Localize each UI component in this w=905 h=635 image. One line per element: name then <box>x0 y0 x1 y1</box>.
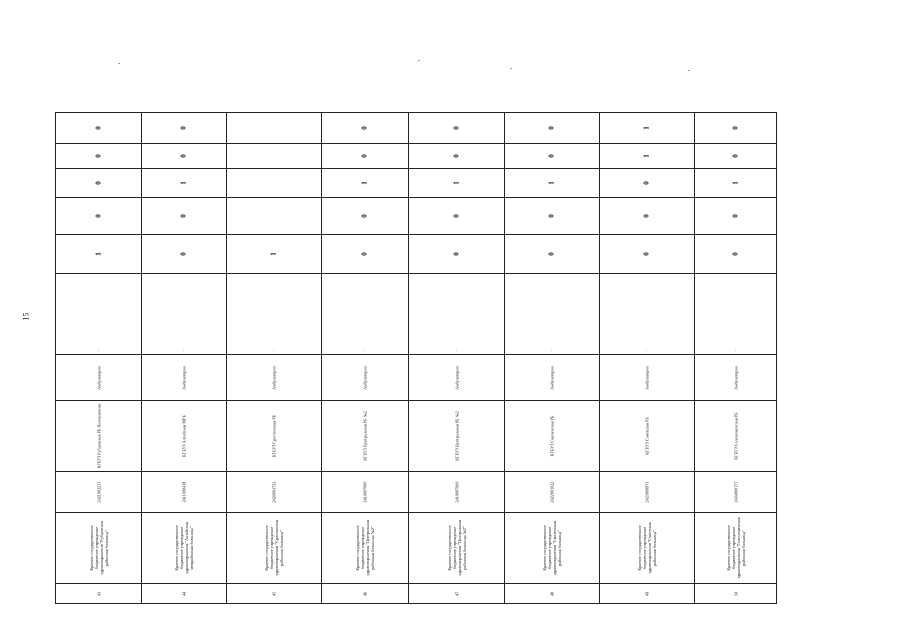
care-form-cell <box>322 355 409 401</box>
value-cell-3 <box>505 169 600 198</box>
value-cell-5 <box>227 113 322 144</box>
value-cell-1 <box>695 235 777 274</box>
care-form-cell-text: Амбулаторно <box>96 365 101 390</box>
row-number-cell-text: 48 <box>549 591 555 596</box>
value-cell-2-text: 0 <box>547 214 556 218</box>
row-number-cell <box>695 584 777 604</box>
purpose-cell-text: … <box>453 348 458 352</box>
row-number-cell <box>600 584 695 604</box>
table-row <box>56 169 777 198</box>
care-form-cell-text: Амбулаторно <box>271 365 277 390</box>
value-cell-2-text: 0 <box>179 214 188 218</box>
value-cell-3-text: 1 <box>179 181 188 185</box>
value-cell-1 <box>227 235 322 274</box>
organization-cell-text: Краевое государственное бюджетное учреждение здравоохранения "Рубцовская районная больница" <box>88 521 109 575</box>
value-cell-5-text: 0 <box>94 126 102 130</box>
value-cell-2 <box>409 198 505 235</box>
value-cell-5 <box>600 113 695 144</box>
value-cell-5 <box>142 113 227 144</box>
table-row <box>56 198 777 235</box>
table-row <box>56 113 777 144</box>
scan-speck <box>418 60 420 61</box>
value-cell-4 <box>56 144 142 169</box>
unit-name-cell <box>600 401 695 472</box>
table-row <box>56 584 777 604</box>
value-cell-1-text: 1 <box>94 252 102 256</box>
value-cell-5-text: 0 <box>360 126 369 130</box>
care-form-cell-text: Амбулаторно <box>644 365 650 390</box>
value-cell-5-text: 1 <box>642 126 651 130</box>
unit-name-cell-text: КГБУЗ Сростинская РБ <box>271 414 277 458</box>
value-cell-5-text: 0 <box>731 126 739 130</box>
value-cell-5-text: 0 <box>179 126 188 130</box>
value-cell-1 <box>505 235 600 274</box>
care-form-cell <box>600 355 695 401</box>
value-cell-3-text: 0 <box>642 181 651 185</box>
value-cell-2 <box>56 198 142 235</box>
row-number-cell-text: 44 <box>181 591 187 596</box>
row-number-cell <box>142 584 227 604</box>
unit-name-cell-text: КГБУЗ Центральная РБ №2 <box>362 411 368 461</box>
row-number-cell-text: 47 <box>454 591 459 596</box>
value-cell-3-text: 0 <box>94 181 102 185</box>
purpose-cell-text: … <box>732 348 737 352</box>
table-row <box>56 401 777 472</box>
value-cell-4-text: 1 <box>642 154 651 158</box>
value-cell-3-text: 1 <box>731 181 739 185</box>
value-cell-1 <box>142 235 227 274</box>
unit-name-cell-text: КГБУЗ Советская РБ <box>644 417 650 455</box>
organization-cell-text: Краевое государственное бюджетное учреждение здравоохранения "Центральная районная больница №2" <box>446 519 467 577</box>
value-cell-4-text: 0 <box>547 154 556 158</box>
value-cell-1-text: 1 <box>269 252 278 256</box>
scan-speck <box>510 68 512 69</box>
purpose-cell-text: … <box>181 348 186 352</box>
unit-name-cell <box>409 401 505 472</box>
table-row <box>56 355 777 401</box>
value-cell-1-text: 0 <box>360 252 369 256</box>
value-cell-5-text: 0 <box>452 126 460 130</box>
value-cell-5 <box>56 113 142 144</box>
table-row <box>56 513 777 584</box>
inn-cell-text: 2420001723 <box>271 481 277 503</box>
value-cell-3 <box>227 169 322 198</box>
table-row <box>56 274 777 355</box>
organization-cell-text: Краевое государственное бюджетное учреждение здравоохранения "Центральная районная больница №2" <box>355 519 375 577</box>
inn-cell <box>409 472 505 513</box>
row-number-cell-text: 49 <box>644 591 650 596</box>
value-cell-2 <box>142 198 227 235</box>
table-row <box>56 472 777 513</box>
unit-name-cell <box>322 401 409 472</box>
purpose-cell <box>409 274 505 355</box>
value-cell-5 <box>505 113 600 144</box>
value-cell-1-text: 0 <box>547 252 556 256</box>
purpose-cell <box>227 274 322 355</box>
unit-name-cell <box>227 401 322 472</box>
row-number-cell <box>56 584 142 604</box>
inn-cell-text: 2410007900 <box>362 481 368 503</box>
value-cell-3 <box>695 169 777 198</box>
purpose-cell-text: … <box>644 348 649 352</box>
table-row <box>56 235 777 274</box>
care-form-cell <box>695 355 777 401</box>
unit-name-cell-text: КГБУЗ Смоленская РБ <box>549 415 555 457</box>
unit-name-cell <box>56 401 142 472</box>
value-cell-2-text: 0 <box>731 214 739 218</box>
value-cell-1-text: 0 <box>731 252 739 256</box>
organization-cell <box>142 513 227 584</box>
value-cell-3 <box>142 169 227 198</box>
value-cell-4-text: 0 <box>731 154 739 158</box>
care-form-cell-text: Амбулаторно <box>549 365 555 390</box>
inn-cell-text: 2411000418 <box>181 481 187 503</box>
value-cell-5-text: 0 <box>547 126 556 130</box>
document-table <box>55 112 777 604</box>
value-cell-4-text: 0 <box>360 154 369 158</box>
value-cell-3 <box>409 169 505 198</box>
value-cell-1-text: 0 <box>179 252 188 256</box>
inn-cell-text: 2423000971 <box>644 481 650 503</box>
value-cell-3 <box>322 169 409 198</box>
value-cell-3 <box>56 169 142 198</box>
purpose-cell <box>600 274 695 355</box>
value-cell-2-text: 0 <box>642 214 651 218</box>
row-number-cell-text: 46 <box>362 591 368 596</box>
value-cell-4-text: 0 <box>452 154 460 158</box>
care-form-cell-text: Амбулаторно <box>362 365 368 390</box>
unit-name-cell <box>505 401 600 472</box>
purpose-cell-text: … <box>95 348 100 352</box>
organization-cell-text: Краевое государственное бюджетное учреждение здравоохранения "Смоленская районная больница" <box>542 520 562 576</box>
organization-cell <box>227 513 322 584</box>
scan-speck <box>688 70 690 71</box>
purpose-cell <box>142 274 227 355</box>
page-number: 15 <box>21 312 31 321</box>
care-form-cell <box>142 355 227 401</box>
purpose-cell-text: … <box>549 348 554 352</box>
inn-cell <box>600 472 695 513</box>
inn-cell <box>505 472 600 513</box>
value-cell-2 <box>505 198 600 235</box>
value-cell-4 <box>142 144 227 169</box>
inn-cell <box>227 472 322 513</box>
care-form-cell-text: Амбулаторно <box>454 365 459 390</box>
care-form-cell-text: Амбулаторно <box>733 365 738 390</box>
value-cell-2-text: 0 <box>94 214 102 218</box>
value-cell-1 <box>600 235 695 274</box>
value-cell-2 <box>227 198 322 235</box>
organization-cell-text: Краевое государственное бюджетное учреждение здравоохранения "Алтайская межрайонная больница" <box>174 522 194 574</box>
value-cell-4 <box>695 144 777 169</box>
purpose-cell-text: … <box>271 348 276 352</box>
value-cell-1 <box>56 235 142 274</box>
purpose-cell <box>322 274 409 355</box>
value-cell-2 <box>695 198 777 235</box>
unit-name-cell <box>142 401 227 472</box>
value-cell-1-text: 0 <box>452 252 460 256</box>
purpose-cell-text: … <box>362 348 367 352</box>
value-cell-2-text: 0 <box>360 214 369 218</box>
row-number-cell-text: 43 <box>96 591 101 596</box>
value-cell-4 <box>600 144 695 169</box>
unit-name-cell-text: КГБУЗ Алтайская МРБ <box>181 415 187 457</box>
value-cell-2 <box>322 198 409 235</box>
organization-cell-text: Краевое государственное бюджетное учреждение здравоохранения "Солонешенская районная больница" <box>725 517 746 579</box>
organization-cell <box>505 513 600 584</box>
value-cell-2-text: 0 <box>452 214 460 218</box>
unit-name-cell-text: КГБУЗ Рубцовская РБ Поликлиника <box>96 403 101 469</box>
organization-cell <box>56 513 142 584</box>
purpose-cell <box>56 274 142 355</box>
inn-cell <box>322 472 409 513</box>
organization-cell <box>600 513 695 584</box>
value-cell-3 <box>600 169 695 198</box>
value-cell-1 <box>322 235 409 274</box>
value-cell-1 <box>409 235 505 274</box>
scan-speck <box>118 63 120 64</box>
inn-cell-text: 2410007900 <box>454 481 459 503</box>
purpose-cell <box>505 274 600 355</box>
unit-name-cell-text: КГБУЗ Центральная РБ №2 <box>454 411 459 461</box>
care-form-cell <box>227 355 322 401</box>
value-cell-5 <box>409 113 505 144</box>
care-form-cell-text: Амбулаторно <box>181 365 187 390</box>
value-cell-5 <box>695 113 777 144</box>
row-number-cell <box>227 584 322 604</box>
organization-cell-text: Краевое государственное бюджетное учреждение здравоохранения "Советская районная больница" <box>637 522 657 574</box>
value-cell-4 <box>227 144 322 169</box>
care-form-cell <box>409 355 505 401</box>
value-cell-4 <box>409 144 505 169</box>
inn-cell <box>695 472 777 513</box>
value-cell-4 <box>322 144 409 169</box>
inn-cell-text: 2422001022 <box>549 481 555 503</box>
unit-name-cell <box>695 401 777 472</box>
row-number-cell <box>322 584 409 604</box>
organization-cell <box>322 513 409 584</box>
row-number-cell <box>409 584 505 604</box>
value-cell-1-text: 0 <box>642 252 651 256</box>
value-cell-4-text: 0 <box>179 154 188 158</box>
inn-cell-text: 2421002213 <box>96 481 101 503</box>
value-cell-3-text: 1 <box>360 181 369 185</box>
row-number-cell <box>505 584 600 604</box>
unit-name-cell-text: КГБУЗ Солонешенская РБ <box>733 412 738 460</box>
value-cell-3-text: 1 <box>547 181 556 185</box>
purpose-cell <box>695 274 777 355</box>
value-cell-3-text: 1 <box>452 181 460 185</box>
inn-cell-text: 2434000177 <box>733 481 738 503</box>
value-cell-4 <box>505 144 600 169</box>
organization-cell <box>695 513 777 584</box>
care-form-cell <box>56 355 142 401</box>
organization-cell-text: Краевое государственное бюджетное учреждение здравоохранения "Сростинская районная больница" <box>264 520 284 576</box>
value-cell-2 <box>600 198 695 235</box>
value-cell-5 <box>322 113 409 144</box>
inn-cell <box>56 472 142 513</box>
organization-cell <box>409 513 505 584</box>
row-number-cell-text: 50 <box>733 591 738 596</box>
value-cell-4-text: 0 <box>94 154 102 158</box>
care-form-cell <box>505 355 600 401</box>
row-number-cell-text: 45 <box>271 591 277 596</box>
table-row <box>56 144 777 169</box>
inn-cell <box>142 472 227 513</box>
